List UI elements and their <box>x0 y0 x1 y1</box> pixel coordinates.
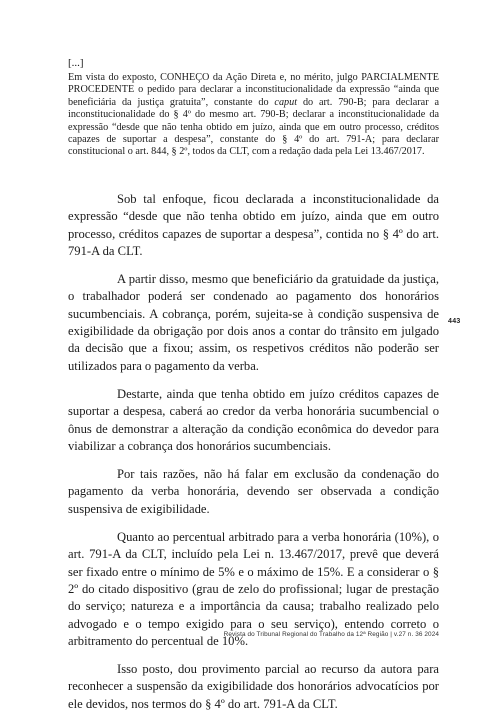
quote-text-part-1: Em vista do exposto, CONHEÇO da Ação Direta e, no mérito, julgo PARCIALMENTE PROCEDENTE o pedido para declarar a inconstitucionalidade da expressão “ainda que beneficiária da justiça gratuita”, constante do <box>68 72 439 108</box>
body-text <box>68 191 439 724</box>
paragraph-2: A partir disso, mesmo que beneficiário da gratuidade da justiça, o trabalhador poderá ser condenado ao pagamento dos honorários sucumbenciais. A cobrança, porém, sujeita-se à condição suspensiva de exigibilidade da obrigação por dois anos a contar do trânsito em julgado da decisão que a fixou; assim, os respetivos créditos não poderão ser utilizados para o pagamento da verba. <box>68 272 439 373</box>
paragraph-1: Sob tal enfoque, ficou declarada a inconstitucionalidade da expressão “desde que não tenha obtido em juízo, ainda que em outro processo, créditos capazes de suportar a despesa”, contida no § 4º do art. 791-A da CLT. <box>68 192 439 258</box>
block-quote <box>68 72 439 159</box>
paragraph-3: Destarte, ainda que tenha obtido em juízo créditos capazes de suportar a despesa, caberá ao credor da verba honorária sucumbencial o ônus de demonstrar a alteração da condição econômica do devedor para viabilizar a cobrança dos honorários sucumbenciais. <box>68 386 439 453</box>
paragraph-6: Isso posto, dou provimento parcial ao recurso da autora para reconhecer a suspensão da exigibilidade dos honorários advocatícios por ele devidos, nos termos do § 4º do art. 791-A da CLT. <box>68 662 439 711</box>
journal-footer: Revista do Tribunal Regional do Trabalho da 12ª Região | v.27 n. 36 2024 <box>223 631 439 638</box>
paragraph-5: Quanto ao percentual arbitrado para a verba honorária (10%), o art. 791-A da CLT, incluído pela Lei n. 13.467/2017, prevê que deverá ser fixado entre o mínimo de 5% e o máximo de 15%. E a considerar o § 2º do citado dispositivo (grau de zelo do profissional; lugar de prestação do serviço; natureza e a importância da causa; trabalho realizado pelo advogado e o tempo exigido para o seu serviço), entendo correto o arbitramento do percentual de 10%. <box>68 530 439 648</box>
page-number: 443 <box>448 318 461 325</box>
quote-text-part-2: do art. 790-B; para declarar a inconstitucionalidade do § 4º do mesmo art. 790-B; declarar a inconstitucionalidade da expressão “desde que não tenha obtido em juízo, ainda que em outro processo, créditos capazes de suportar a despesa”, constante do § 4º do art. 791-A; para declarar constitucional o art. 844, § 2º, todos da CLT, com a redação dada pela Lei 13.467/2017. <box>68 96 439 158</box>
quote-italic-caput: caput <box>274 96 298 108</box>
paragraph-4: Por tais razões, não há falar em exclusão da condenação do pagamento da verba honorária, devendo ser observada a condição suspensiva de exigibilidade. <box>68 467 439 516</box>
quote-ellipsis: [...] <box>68 57 84 69</box>
